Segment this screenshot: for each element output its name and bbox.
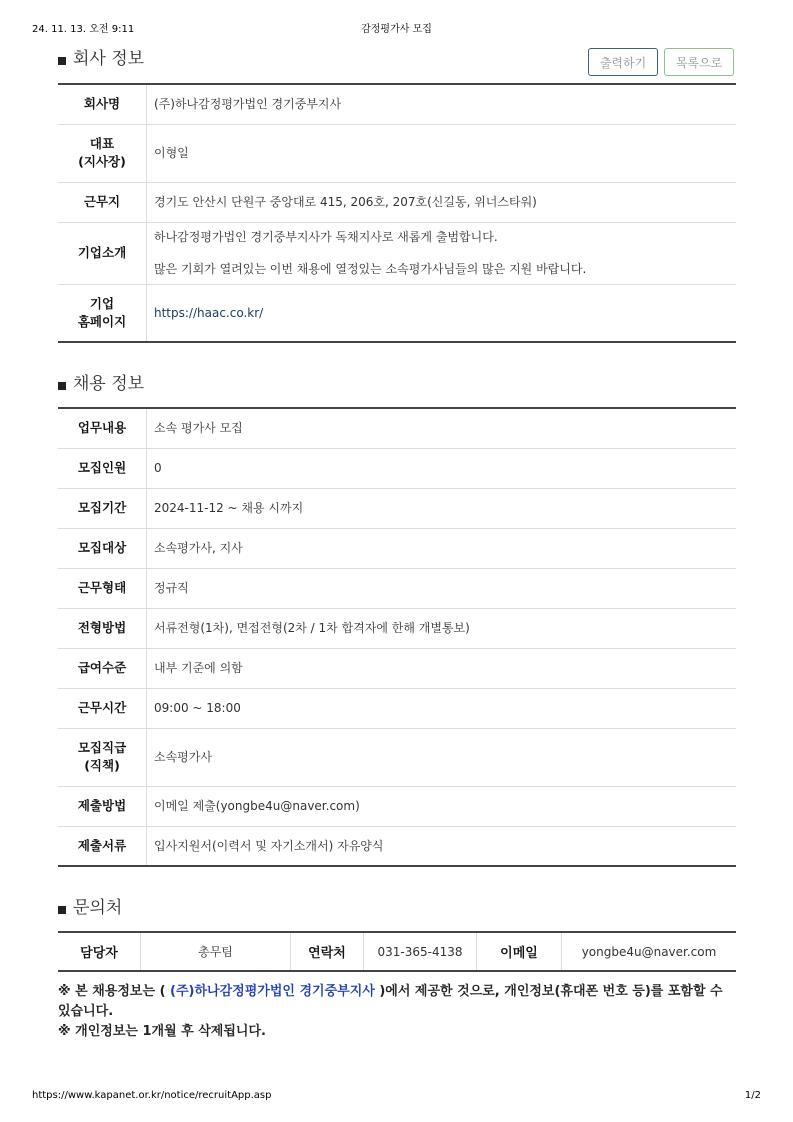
contact-section-title: 문의처 [58,893,736,923]
table-row [58,932,736,971]
table-row [58,648,736,688]
table-row [58,786,736,826]
table-row [58,528,736,568]
table-row [58,568,736,608]
recruit-table [58,407,736,867]
row-label: 대표 (지사장) [58,124,147,182]
row-label: 근무지 [58,182,147,222]
row-label: 업무내용 [58,408,147,448]
row-value: 이메일 제출(yongbe4u@naver.com) [147,786,737,826]
row-label: 제출서류 [58,826,147,866]
row-label: 전형방법 [58,608,147,648]
print-header [32,20,761,36]
row-label: 급여수준 [58,648,147,688]
row-label: 회사명 [58,84,147,124]
row-label: 근무형태 [58,568,147,608]
print-button[interactable]: 출력하기 [588,48,658,76]
row-value: 서류전형(1차), 면접전형(2차 / 1차 합격자에 한해 개별통보) [147,608,737,648]
phone-value: 031-365-4138 [364,932,477,971]
print-date: 24. 11. 13. 오전 9:11 [32,24,135,35]
phone-label: 연락처 [291,932,364,971]
table-row [58,488,736,528]
homepage-link[interactable]: https://haac.co.kr/ [154,305,264,320]
company-section-title: 회사 정보 [58,44,736,74]
privacy-notice [58,982,736,1042]
page-url: https://www.kapanet.or.kr/notice/recruitApp.asp [32,1090,272,1101]
notice-company: (주)하나감정평가법인 경기중부지사 [170,984,375,999]
ceo-name: 이형일 [147,124,737,182]
square-bullet-icon [58,57,66,65]
company-name: (주)하나감정평가법인 경기중부지사 [147,84,737,124]
row-label: 모집인원 [58,448,147,488]
table-row [58,448,736,488]
recruit-detail [58,44,736,1042]
row-label: 모집기간 [58,488,147,528]
table-row [58,222,736,284]
row-label: 근무시간 [58,688,147,728]
company-section [58,44,736,74]
table-row [58,826,736,866]
table-row [58,84,736,124]
table-row [58,408,736,448]
row-label: 모집직급 (직책) [58,728,147,786]
table-row [58,284,736,342]
page-number: 1/2 [744,1090,761,1101]
row-value: 소속평가사 [147,728,737,786]
list-button[interactable]: 목록으로 [664,48,734,76]
table-row [58,182,736,222]
row-label: 기업소개 [58,222,147,284]
recruit-section-title: 채용 정보 [58,369,736,399]
row-value: 09:00 ~ 18:00 [147,688,737,728]
table-row [58,608,736,648]
row-value: 0 [147,448,737,488]
square-bullet-icon [58,382,66,390]
notice-line-2: ※ 개인정보는 1개월 후 삭제됩니다. [58,1024,266,1039]
notice-line-1: ※ 본 채용정보는 ( (주)하나감정평가법인 경기중부지사 )에서 제공한 것으로, 개인정보(휴대폰 번호 등)를 포함할 수 있습니다. [58,984,723,1019]
row-value: 입사지원서(이력서 및 자기소개서) 자유양식 [154,838,384,853]
row-value: 내부 기준에 의함 [147,648,737,688]
table-row [58,124,736,182]
company-intro: 하나감정평가법인 경기중부지사가 독채지사로 새롭게 출범합니다. 많은 기회가 열려있는 이번 채용에 열정있는 소속평가사님들의 많은 지원 바랍니다. [147,222,737,284]
row-value: 소속평가사, 지사 [147,528,737,568]
action-buttons [588,48,734,76]
row-label: 기업 홈페이지 [58,284,147,342]
table-row [58,728,736,786]
row-label: 제출방법 [58,786,147,826]
square-bullet-icon [58,906,66,914]
print-title: 감정평가사 모집 [361,24,432,35]
email-label: 이메일 [477,932,562,971]
work-location: 경기도 안산시 단원구 중앙대로 415, 206호, 207호(신길동, 위너스타워) [147,182,737,222]
company-table [58,83,736,343]
manager-label: 담당자 [58,932,141,971]
contact-table [58,931,736,972]
row-label: 모집대상 [58,528,147,568]
manager-value: 총무팀 [141,932,291,971]
row-value: 소속 평가사 모집 [147,408,737,448]
row-value: 2024-11-12 ~ 채용 시까지 [147,488,737,528]
row-value: 정규직 [147,568,737,608]
email-value: yongbe4u@naver.com [581,944,717,959]
table-row [58,688,736,728]
